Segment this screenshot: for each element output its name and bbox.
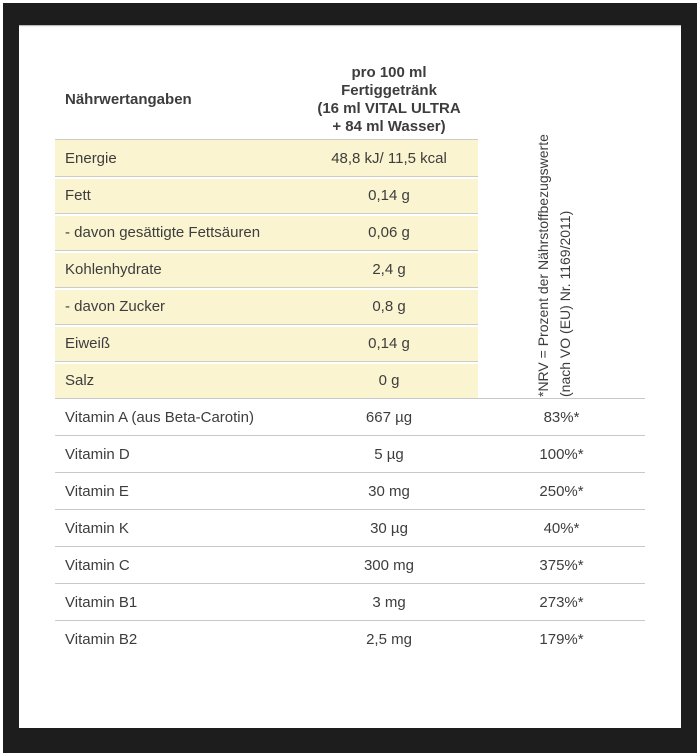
nutrient-label: Vitamin D bbox=[55, 435, 300, 472]
nutrient-value: 48,8 kJ/ 11,5 kcal bbox=[300, 139, 478, 176]
nutrient-nrv-percent: 375%* bbox=[478, 546, 645, 583]
nutrient-value: 0,8 g bbox=[300, 287, 478, 324]
table-row-vitamin-b2 bbox=[55, 620, 645, 657]
table-row-vitamin-a bbox=[55, 398, 645, 435]
table-row-vitamin-e bbox=[55, 472, 645, 509]
nutrient-value: 30 µg bbox=[300, 509, 478, 546]
nutrient-value: 667 µg bbox=[300, 398, 478, 435]
nutrient-value: 0,06 g bbox=[300, 213, 478, 250]
nutrient-label: Vitamin B2 bbox=[55, 620, 300, 657]
table-title: Nährwertangaben bbox=[65, 91, 192, 108]
nutrient-value: 0,14 g bbox=[300, 324, 478, 361]
nutrient-label: Fett bbox=[55, 176, 300, 213]
serving-column-header bbox=[300, 60, 478, 139]
table-row-vitamin-d bbox=[55, 435, 645, 472]
serving-header-line: + 84 ml Wasser) bbox=[332, 117, 446, 135]
nutrient-label: Salz bbox=[55, 361, 300, 398]
nutrient-value: 2,5 mg bbox=[300, 620, 478, 657]
nutrient-label: Vitamin E bbox=[55, 472, 300, 509]
nutrient-label: - davon gesättigte Fettsäuren bbox=[55, 213, 300, 250]
serving-header-line: (16 ml VITAL ULTRA bbox=[317, 99, 461, 117]
nutrient-nrv-percent: 83%* bbox=[478, 398, 645, 435]
nutrient-label: Vitamin C bbox=[55, 546, 300, 583]
serving-header-line: pro 100 ml bbox=[351, 63, 427, 81]
table-row-vitamin-k bbox=[55, 509, 645, 546]
nutrient-label: - davon Zucker bbox=[55, 287, 300, 324]
nutrient-nrv-percent: 179%* bbox=[478, 620, 645, 657]
nutrient-value: 0,14 g bbox=[300, 176, 478, 213]
nutrient-value: 300 mg bbox=[300, 546, 478, 583]
table-row-vitamin-b1 bbox=[55, 583, 645, 620]
nutrient-label: Energie bbox=[55, 139, 300, 176]
nutrient-value: 0 g bbox=[300, 361, 478, 398]
nutrient-nrv-percent: 273%* bbox=[478, 583, 645, 620]
nutrient-nrv-percent: 100%* bbox=[478, 435, 645, 472]
nutrient-label: Eiweiß bbox=[55, 324, 300, 361]
nutrient-value: 3 mg bbox=[300, 583, 478, 620]
nutrient-label: Vitamin A (aus Beta-Carotin) bbox=[55, 398, 300, 435]
nutrition-page bbox=[19, 25, 681, 728]
nutrient-label: Vitamin K bbox=[55, 509, 300, 546]
nutrient-nrv-percent: 250%* bbox=[478, 472, 645, 509]
nutrient-label: Vitamin B1 bbox=[55, 583, 300, 620]
table-row-vitamin-c bbox=[55, 546, 645, 583]
nrv-footnote-vertical bbox=[532, 117, 576, 397]
nutrient-value: 30 mg bbox=[300, 472, 478, 509]
nutrient-label: Kohlenhydrate bbox=[55, 250, 300, 287]
nutrient-value: 5 µg bbox=[300, 435, 478, 472]
nrv-footnote-line: (nach VO (EU) Nr. 1169/2011) bbox=[557, 210, 573, 397]
nrv-footnote-line: *NRV = Prozent der Nährstoffbezugswerte bbox=[535, 134, 551, 397]
nutrient-nrv-percent: 40%* bbox=[478, 509, 645, 546]
serving-header-line: Fertiggetränk bbox=[341, 81, 437, 99]
nutrient-value: 2,4 g bbox=[300, 250, 478, 287]
